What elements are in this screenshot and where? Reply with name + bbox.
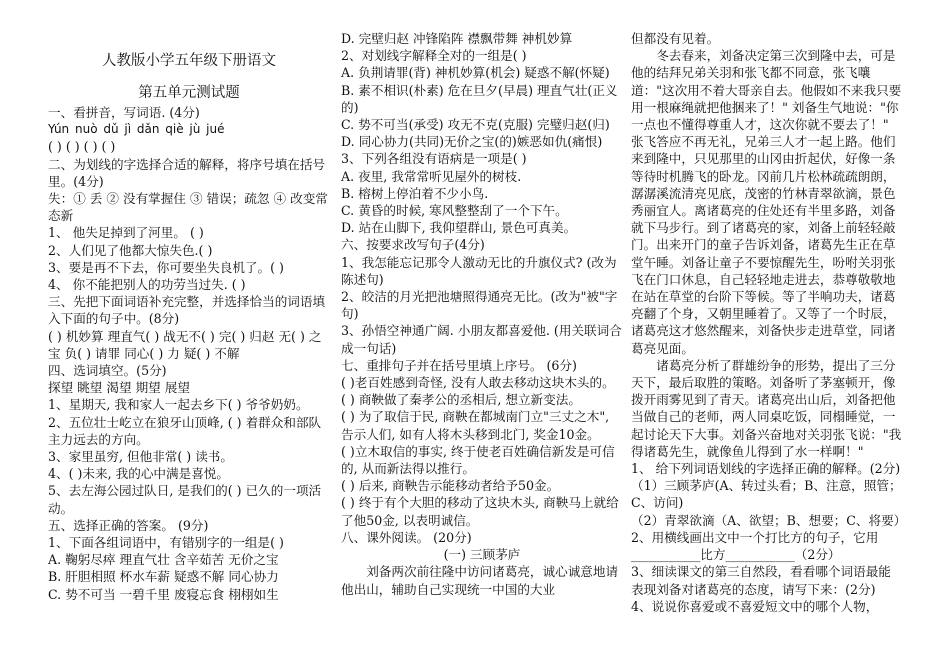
- exam-title: 人教版小学五年级下册语文: [102, 53, 276, 69]
- passage-title: (一) 三顾茅庐: [443, 547, 521, 563]
- answer-option: C. 黄昏的时候, 寒风整整刮了一个下午。: [341, 203, 568, 219]
- exam-subtitle: 第五单元测试题: [138, 85, 240, 101]
- question-item: 1、我怎能忘记那令人激动无比的升旗仪式? (改为陈述句): [341, 254, 617, 287]
- passage-paragraph: 诸葛亮分析了群雄纷争的形势，提出了三分天下，最后取胜的策略。刘备听了茅塞顿开，像拨开雨雾见到了青天。诸葛亮出山后，刘备把他当做自己的老师，两人同桌吃饭，同榻睡觉，一起讨论天下大事。刘备兴奋地对关羽张飞说："我得诸葛先生，就像鱼儿得到了水一样啊！": [631, 357, 902, 459]
- section-heading: 三、先把下面词语补充完整，并选择恰当的词语填入下面的句子中。(8分): [48, 294, 326, 327]
- answer-option: D. 站在山脚下, 我仰望群山, 景色可真美。: [341, 220, 577, 236]
- answer-option: A. 夜里, 我常常听见屋外的树枝.: [341, 168, 522, 184]
- question-item: 2、五位壮士屹立在狼牙山顶峰, ( ) 着群众和部队主力远去的方向。: [48, 414, 322, 447]
- column-left: [48, 0, 330, 603]
- reorder-sentence: ( ) 商鞅做了秦孝公的丞相后, 想立新变法。: [341, 392, 581, 408]
- reorder-sentence: ( )老百姓感到奇怪, 没有人敢去移动这块木头的。: [341, 375, 615, 391]
- column-right: [631, 0, 907, 615]
- question-item: 3、下列各组没有语病是一项是( ): [341, 151, 527, 167]
- section-heading: 一、看拼音，写词语. (4分): [48, 105, 200, 120]
- question-item: 4、说说你喜爱或不喜爱短文中的哪个人物，: [631, 598, 879, 614]
- section-heading: 五、选择正确的答案。 (9分): [48, 517, 209, 533]
- question-item: 2、对划线字解释全对的一组是( ): [341, 48, 527, 64]
- reorder-sentence: ( ) 终于有个大胆的移动了这块木头, 商鞅马上就给了他50金, 以表明诚信。: [341, 495, 619, 528]
- reorder-sentence: ( ) 为了取信于民, 商鞅在都城南门立"三丈之木", 告示人们, 如有人将木头移到北门, 奖金10金。: [341, 409, 610, 442]
- answer-option: C. 势不可当(承受) 攻无不克(克服) 完璧归赵(归): [341, 117, 610, 133]
- answer-option: B. 肝胆相照 杯水车薪 疑惑不解 同心协力: [48, 569, 279, 585]
- question-item: （2）青翠欲滴（A、欲望；B、想要；C、将要）: [631, 512, 907, 528]
- answer-option: B. 榕树上停泊着不少小鸟.: [341, 185, 489, 201]
- question-item: 3、细读课文的第三自然段，看看哪个词语最能表现刘备对诸葛亮的态度，请写下来：(2分): [631, 564, 891, 597]
- answer-option: D. 同心协力(共同)无价之宝(的)嫉恶如仇(痛恨): [341, 134, 603, 150]
- question-item: 5、去左海公园过队日, 是我们的( ) 已久的一项活动。: [48, 483, 322, 516]
- answer-option: A. 负荆请罪(背) 神机妙算(机会) 疑惑不解(怀疑): [341, 65, 610, 81]
- passage-paragraph: 但都没有见着。: [631, 31, 720, 46]
- definition-options: 失：① 丢 ② 没有掌握住 ③ 错误；疏忽 ④ 改变常态新: [48, 191, 328, 224]
- passage-paragraph: 冬去春来，刘备决定第三次到隆中去，可是他的结拜兄弟关羽和张飞都不同意，张飞嚷道："这次用不着大哥亲自去。他假如不来我只要用一根麻绳就把他捆来了！" 刘备生气地说："你一点也不懂得尊重人才，这次你就不要去了！" 张飞答应不再无礼，兄弟三人才一起上路。他们来到隆中，只见那里的山冈由折起伏，好像一条等待时机腾飞的卧龙。冈前几片松林疏疏朗朗，潺潺溪流清亮见底，茂密的竹林青翠欲滴，景色秀丽宜人。离诸葛亮的住处还有半里多路，刘备就下马步行。到了诸葛亮的家，刘备上前轻轻敲门。出来开门的童子告诉刘备，诸葛先生正在草堂午睡。刘备让童子不要惊醒先生，吩咐关羽张飞在门口休息，自己轻轻地走进去，恭尊敬敬地在站在草堂的台阶下等候。等了半响功夫，诸葛亮翻了个身，又朝里睡着了。又等了一个时辰，诸葛亮这才悠然醒来，刘备快步走进草堂，同诸葛亮见面。: [631, 48, 902, 356]
- reorder-sentence: ( ) 后来, 商鞅告示能移动者给予50金。: [341, 478, 560, 494]
- word-bank: 探望 眺望 渴望 期望 展望: [48, 380, 190, 396]
- answer-option: C. 势不可当 一碧千里 废寝忘食 栩栩如生: [48, 586, 279, 602]
- question-item: 4、 你不能把别人的功劳当过失. ( ): [48, 277, 246, 293]
- answer-option: A. 鞠躬尽瘁 理直气壮 含辛茹苦 无价之宝: [48, 552, 279, 568]
- answer-brackets: ( ) ( ) ( ) ( ): [48, 139, 116, 155]
- question-item: 3、家里虽穷, 但他非常( ) 读书。: [48, 449, 233, 465]
- passage-paragraph: 刘备两次前往隆中访问诸葛亮，诚心诚意地请他出山，辅助自己实现统一中国的大业: [341, 564, 619, 597]
- reorder-sentence: ( )立木取信的事实, 终于使老百姓确信新发是可信的, 从而新法得以推行。: [341, 443, 615, 477]
- section-heading: 二、为划线的字选择合适的解释，将序号填在括号里。(4分): [48, 156, 326, 189]
- question-item: 1、下面各组词语中，有错别字的一组是( ): [48, 535, 284, 551]
- question-item: 2、人们见了他都大惊失色.( ): [48, 242, 213, 258]
- section-heading: 四、选词填空。(5分): [48, 363, 167, 379]
- question-item: 1、 他失足掉到了河里。 ( ): [48, 225, 204, 241]
- pinyin-line: Yún nuò dǔ jì dǎn qiè jù jué: [48, 122, 225, 137]
- idiom-fill-blanks: ( ) 机妙算 理直气( ) 战无不( ) 完( ) 归赵 无( ) 之宝 负( ) 请罪 同心( ) 力 疑( ) 不解: [48, 328, 322, 361]
- question-item: （1）三顾茅庐(A、转过头看；B、注意，照管；C、访问): [631, 478, 902, 511]
- section-heading: 六、按要求改写句子(4分): [341, 237, 485, 253]
- answer-option: D. 完壁归赵 冲锋陷阵 襟飘带舞 神机妙算: [341, 31, 573, 46]
- section-heading: 八、课外阅读。 (20分): [341, 529, 472, 545]
- question-item: 4、( )未来, 我的心中满是喜悦。: [48, 466, 229, 482]
- question-item: 2、用横线画出文中一个打比方的句子，它用___________比方___________（2分）: [631, 529, 879, 563]
- question-item: 3、要是再不下去，你可要坐失良机了。( ): [48, 259, 284, 275]
- section-heading: 七、重排句子并在括号里填上序号。 (6分): [341, 357, 577, 373]
- question-item: 1、星期天, 我和家人一起去乡下( ) 爷爷奶奶。: [48, 397, 309, 413]
- answer-option: B. 素不相识(朴素) 危在旦夕(早晨) 理直气壮(正义的): [341, 82, 618, 115]
- column-middle: [341, 0, 623, 598]
- question-item: 2、皎洁的月光把池塘照得通亮无比。(改为"被"字句): [341, 289, 618, 322]
- question-item: 1、 给下列词语划线的字选择正确的解释。(2分): [631, 461, 901, 477]
- question-item: 3、孙悟空神通广阔. 小朋友都喜爱他. (用关联词合成一句话): [341, 323, 622, 356]
